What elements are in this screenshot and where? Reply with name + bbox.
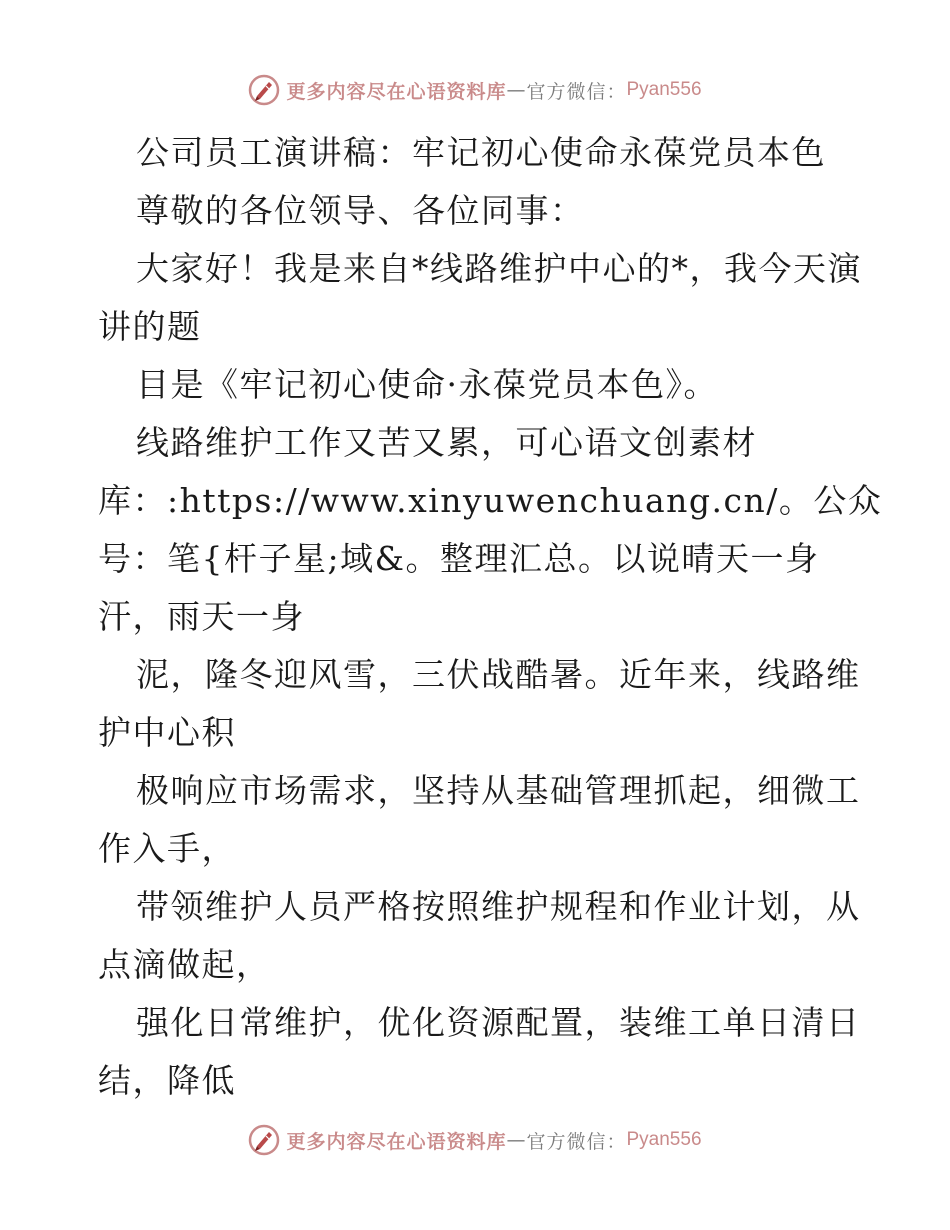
banner-dash: — (506, 79, 527, 101)
text-line: 点滴做起， (98, 945, 271, 984)
banner-wechat-id: Pyan556 (626, 79, 702, 100)
quill-pen-icon (248, 74, 280, 106)
text-line: 带领维护人员严格按照维护规程和作业计划，从 (136, 887, 861, 926)
header-watermark-banner (0, 70, 950, 110)
text-line: 线路维护工作又苦又累，可心语文创素材 (136, 423, 757, 462)
text-line: 汗，雨天一身 (98, 597, 305, 636)
text-line: 强化日常维护，优化资源配置，装维工单日清日 (136, 1003, 861, 1042)
footer-watermark-banner (0, 1120, 950, 1160)
text-line: 公司员工演讲稿：牢记初心使命永葆党员本色 (136, 133, 826, 172)
text-line: 作入手， (98, 829, 236, 868)
banner-sub-text: 官方微信： (526, 1130, 627, 1153)
text-line: 大家好！我是来自*线路维护中心的*，我今天演 (136, 249, 862, 288)
text-line: 号：笔{杆子星;域&。整理汇总。以说晴天一身 (98, 539, 820, 578)
banner-main-text: 更多内容尽在心语资料库 (286, 1130, 507, 1153)
banner-sub-text: 官方微信： (526, 80, 627, 103)
quill-pen-icon (248, 1124, 280, 1156)
text-line: 泥，隆冬迎风雪，三伏战酷暑。近年来，线路维 (136, 655, 861, 694)
text-line: 目是《牢记初心使命·永葆党员本色》。 (136, 365, 718, 404)
text-line: 护中心积 (98, 713, 236, 752)
text-line: 库：:https://www.xinyuwenchuang.cn/。公众 (98, 481, 883, 520)
text-line: 讲的题 (98, 307, 202, 346)
banner-main-text: 更多内容尽在心语资料库 (286, 80, 507, 103)
document-body (98, 124, 883, 1110)
banner-dash: — (506, 1129, 527, 1151)
text-line: 尊敬的各位领导、各位同事： (136, 191, 585, 230)
text-line: 极响应市场需求，坚持从基础管理抓起，细微工 (136, 771, 861, 810)
text-line: 结，降低 (98, 1061, 236, 1100)
banner-wechat-id: Pyan556 (626, 1129, 702, 1150)
